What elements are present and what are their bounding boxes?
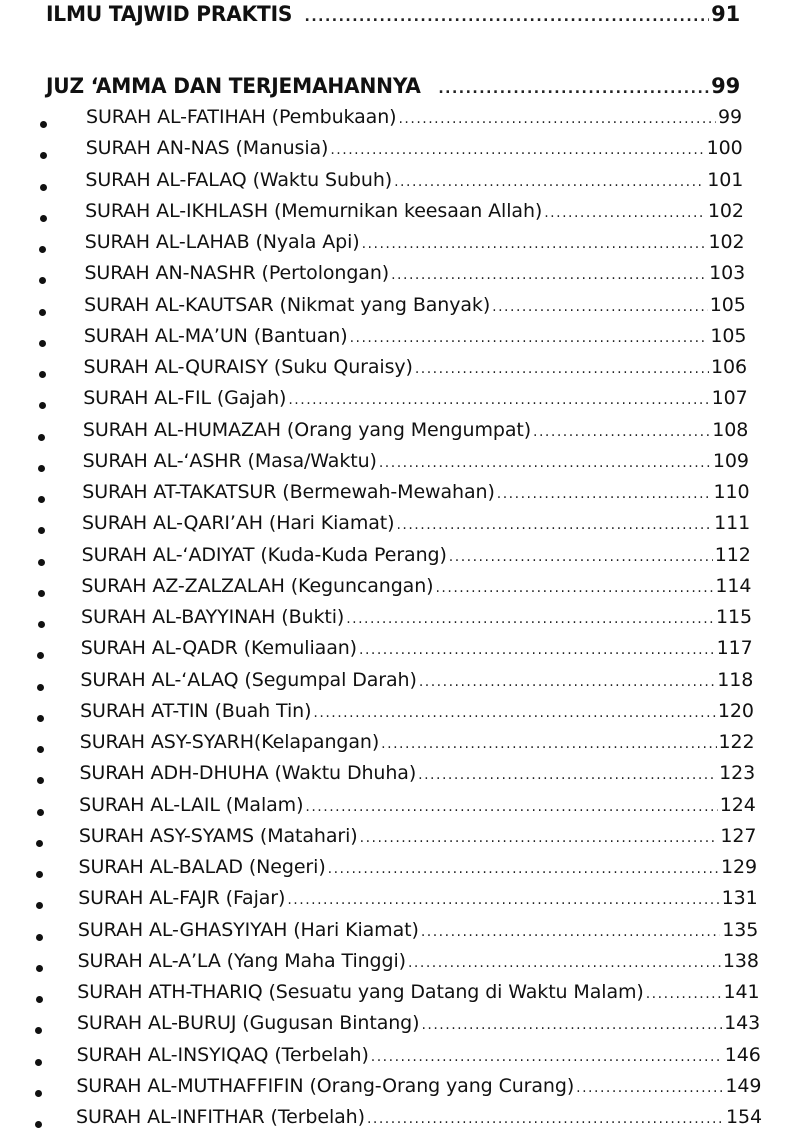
entry-title: SURAH AL-INFITHAR (Terbelah) <box>76 1106 365 1128</box>
toc-entry <box>79 794 756 816</box>
dot-leader <box>371 1050 723 1064</box>
dot-leader <box>415 362 709 376</box>
toc-entry <box>86 106 742 128</box>
toc-entry <box>85 200 744 222</box>
dot-leader <box>421 1018 722 1032</box>
toc-section-heading <box>46 74 740 98</box>
entry-title: SURAH AL-INSYIQAQ (Terbelah) <box>76 1043 369 1066</box>
bullet-icon <box>37 684 44 691</box>
bullet-icon <box>36 871 43 878</box>
bullet-icon <box>38 590 45 597</box>
toc-entry <box>83 450 749 472</box>
dot-leader <box>396 518 712 532</box>
page-number: 149 <box>725 1074 762 1097</box>
dot-leader <box>492 300 708 314</box>
page-number: 107 <box>711 387 748 410</box>
toc-entry <box>78 919 758 941</box>
page-number: 135 <box>722 918 759 941</box>
dot-leader <box>421 925 720 939</box>
dot-leader <box>350 331 709 345</box>
page-number: 118 <box>717 668 754 691</box>
page-number: 109 <box>712 449 749 472</box>
bullet-icon <box>35 1059 42 1066</box>
entry-title: SURAH AN-NASHR (Pertolongan) <box>84 262 390 285</box>
bullet-icon <box>39 371 46 378</box>
page-number: 114 <box>715 574 752 597</box>
page-number: 102 <box>707 199 744 222</box>
dot-leader <box>379 456 711 470</box>
toc-entry <box>84 262 745 284</box>
entry-title: SURAH AL-LAIL (Malam) <box>79 793 304 816</box>
dot-leader <box>394 175 705 189</box>
entry-title: SURAH AL-FATIHAH (Pembukaan) <box>86 106 397 128</box>
dot-leader <box>346 612 714 626</box>
bullet-icon <box>39 277 46 284</box>
toc-entry <box>77 1044 761 1066</box>
dot-leader <box>313 706 715 720</box>
toc-entry <box>80 700 754 722</box>
dot-leader <box>398 112 716 126</box>
toc-entry <box>84 325 747 347</box>
bullet-icon <box>38 621 45 628</box>
bullet-icon <box>35 1027 42 1034</box>
toc-entry <box>78 950 759 972</box>
bullet-icon <box>40 215 47 222</box>
page-number: 154 <box>726 1106 762 1128</box>
page-number: 105 <box>710 324 747 347</box>
entry-title: SURAH AL-MA’UN (Bantuan) <box>83 324 348 347</box>
page-number: 103 <box>709 262 746 285</box>
entry-title: SURAH AL-MUTHAFFIFIN (Orang-Orang yang Curang) <box>76 1074 575 1097</box>
dot-leader <box>544 206 706 220</box>
bullet-icon <box>38 434 45 441</box>
toc-entry <box>82 481 749 503</box>
bullet-icon <box>40 184 47 191</box>
toc-entry <box>85 231 745 253</box>
dot-leader <box>287 893 719 907</box>
page-number: 117 <box>716 637 753 660</box>
bullet-icon <box>38 527 45 534</box>
page-number: 143 <box>724 1012 761 1035</box>
entry-title: SURAH ASY-SYARH(Kelapangan) <box>79 731 380 753</box>
entry-title: SURAH AL-FALAQ (Waktu Subuh) <box>85 168 393 191</box>
dot-leader <box>646 987 722 1001</box>
dot-leader <box>367 1112 724 1126</box>
page-number: 106 <box>711 356 747 378</box>
page-number: 115 <box>716 606 752 628</box>
entry-title: SURAH AL-HUMAZAH (Orang yang Mengumpat) <box>82 418 532 441</box>
entry-title: SURAH AL-BURUJ (Gugusan Bintang) <box>76 1012 420 1035</box>
dot-leader <box>381 737 716 751</box>
bullet-icon <box>35 1121 42 1128</box>
toc-entry <box>85 169 743 191</box>
dot-leader <box>419 675 715 689</box>
entry-title: SURAH AT-TAKATSUR (Bermewah-Mewahan) <box>82 481 495 503</box>
entry-title: SURAH AL-BAYYINAH (Bukti) <box>81 606 345 628</box>
bullet-icon <box>38 496 45 503</box>
dot-leader <box>360 831 719 845</box>
bullet-icon <box>39 246 46 253</box>
toc-entry <box>82 544 751 566</box>
entry-title: SURAH AL-‘ADIYAT (Kuda-Kuda Perang) <box>81 543 447 566</box>
entry-title: SURAH ATH-THARIQ (Sesuatu yang Datang di Waktu Malam) <box>77 981 644 1003</box>
entry-title: SURAH AL-KAUTSAR (Nikmat yang Banyak) <box>84 293 491 316</box>
bullet-icon <box>36 934 43 941</box>
bullet-icon <box>40 121 47 128</box>
dot-leader <box>328 862 719 876</box>
toc-section-heading <box>46 2 740 26</box>
bullet-icon <box>39 309 46 316</box>
entry-title: SURAH AL-‘ASHR (Masa/Waktu) <box>82 449 377 472</box>
toc-entry <box>77 981 759 1003</box>
bullet-icon <box>37 715 44 722</box>
toc-entry <box>81 606 752 628</box>
entry-title: SURAH AZ-ZALZALAH (Keguncangan) <box>81 574 434 597</box>
bullet-icon <box>36 902 43 909</box>
dot-leader <box>288 393 709 407</box>
bullet-icon <box>38 465 45 472</box>
entry-title: SURAH AL-GHASYIYAH (Hari Kiamat) <box>77 918 419 941</box>
page-number: 99 <box>718 106 742 128</box>
page-number: 111 <box>714 512 751 535</box>
entry-title: SURAH AL-FIL (Gajah) <box>83 387 287 410</box>
dot-leader <box>408 956 721 970</box>
bullet-icon <box>39 340 46 347</box>
page-number: 127 <box>720 824 757 847</box>
bullet-icon <box>39 402 46 409</box>
dot-leader <box>533 425 710 439</box>
entry-title: SURAH AL-QURAISY (Suku Quraisy) <box>83 356 413 378</box>
dot-leader <box>438 82 709 96</box>
page-number: 124 <box>719 793 756 816</box>
bullet-icon <box>38 559 45 566</box>
toc-entry <box>78 887 757 909</box>
page-number: 108 <box>712 418 749 441</box>
bullet-icon <box>40 152 47 159</box>
toc-entry <box>76 1106 762 1128</box>
dot-leader <box>435 581 713 595</box>
page-number: 122 <box>718 731 755 753</box>
toc-entry <box>83 419 748 441</box>
toc-entry <box>81 637 753 659</box>
toc-entry <box>84 356 748 378</box>
page-number: 99 <box>711 74 740 98</box>
dot-leader <box>305 800 717 814</box>
page-number: 91 <box>711 2 740 26</box>
section-title: ILMU TAJWID PRAKTIS <box>46 2 293 26</box>
entry-title: SURAH AL-LAHAB (Nyala Api) <box>84 231 360 253</box>
page-number: 129 <box>721 856 757 878</box>
dot-leader <box>497 487 712 501</box>
entry-title: SURAH AL-QARI’AH (Hari Kiamat) <box>81 512 395 535</box>
entry-title: SURAH AT-TIN (Buah Tin) <box>80 699 312 722</box>
bullet-icon <box>37 652 44 659</box>
page-number: 131 <box>721 887 758 910</box>
dot-leader <box>576 1081 723 1095</box>
toc-entry <box>79 762 755 784</box>
entry-title: SURAH AN-NAS (Manusia) <box>85 137 329 160</box>
entry-title: SURAH AL-QADR (Kemuliaan) <box>80 637 357 660</box>
entry-title: SURAH AL-A’LA (Yang Maha Tinggi) <box>77 949 406 972</box>
bullet-icon <box>36 840 43 847</box>
toc-entry <box>82 512 750 534</box>
toc-entry <box>80 669 753 691</box>
dot-leader <box>330 143 704 157</box>
entry-title: SURAH AL-FAJR (Fajar) <box>78 887 286 910</box>
bullet-icon <box>36 996 43 1003</box>
bullet-icon <box>36 965 43 972</box>
dot-leader <box>305 10 710 24</box>
toc-entry <box>86 137 743 159</box>
entry-title: SURAH AL-‘ALAQ (Segumpal Darah) <box>80 668 417 691</box>
dot-leader <box>362 237 707 251</box>
page-number: 141 <box>723 981 760 1003</box>
toc-entry <box>76 1075 761 1097</box>
toc-entry <box>79 825 757 847</box>
toc-entry <box>84 294 746 316</box>
page-number: 120 <box>717 699 754 722</box>
section-title: JUZ ‘AMMA DAN TERJEMAHANNYA <box>46 74 421 98</box>
toc-entry <box>81 575 751 597</box>
page-number: 146 <box>724 1043 761 1066</box>
toc-entry <box>83 387 747 409</box>
entry-title: SURAH AL-IKHLASH (Memurnikan keesaan Allah) <box>85 199 543 222</box>
bullet-icon <box>35 1090 42 1097</box>
page-number: 110 <box>713 481 750 503</box>
entry-title: SURAH AL-BALAD (Negeri) <box>78 856 326 878</box>
dot-leader <box>359 643 715 657</box>
toc-entry <box>80 731 755 753</box>
toc-entry <box>77 1012 760 1034</box>
page-number: 101 <box>707 168 744 191</box>
page-number: 112 <box>714 543 751 566</box>
entry-title: SURAH ADH-DHUHA (Waktu Dhuha) <box>79 762 417 785</box>
entry-title: SURAH ASY-SYAMS (Matahari) <box>78 824 358 847</box>
bullet-icon <box>37 777 44 784</box>
dot-leader <box>418 768 717 782</box>
page-number: 102 <box>708 231 745 253</box>
toc-entry <box>79 856 758 878</box>
page-number: 138 <box>722 949 759 972</box>
dot-leader <box>449 550 713 564</box>
page-number: 100 <box>706 137 743 160</box>
page-number: 123 <box>719 762 756 785</box>
page-number: 105 <box>709 293 746 316</box>
dot-leader <box>391 268 707 282</box>
bullet-icon <box>37 809 44 816</box>
bullet-icon <box>37 746 44 753</box>
